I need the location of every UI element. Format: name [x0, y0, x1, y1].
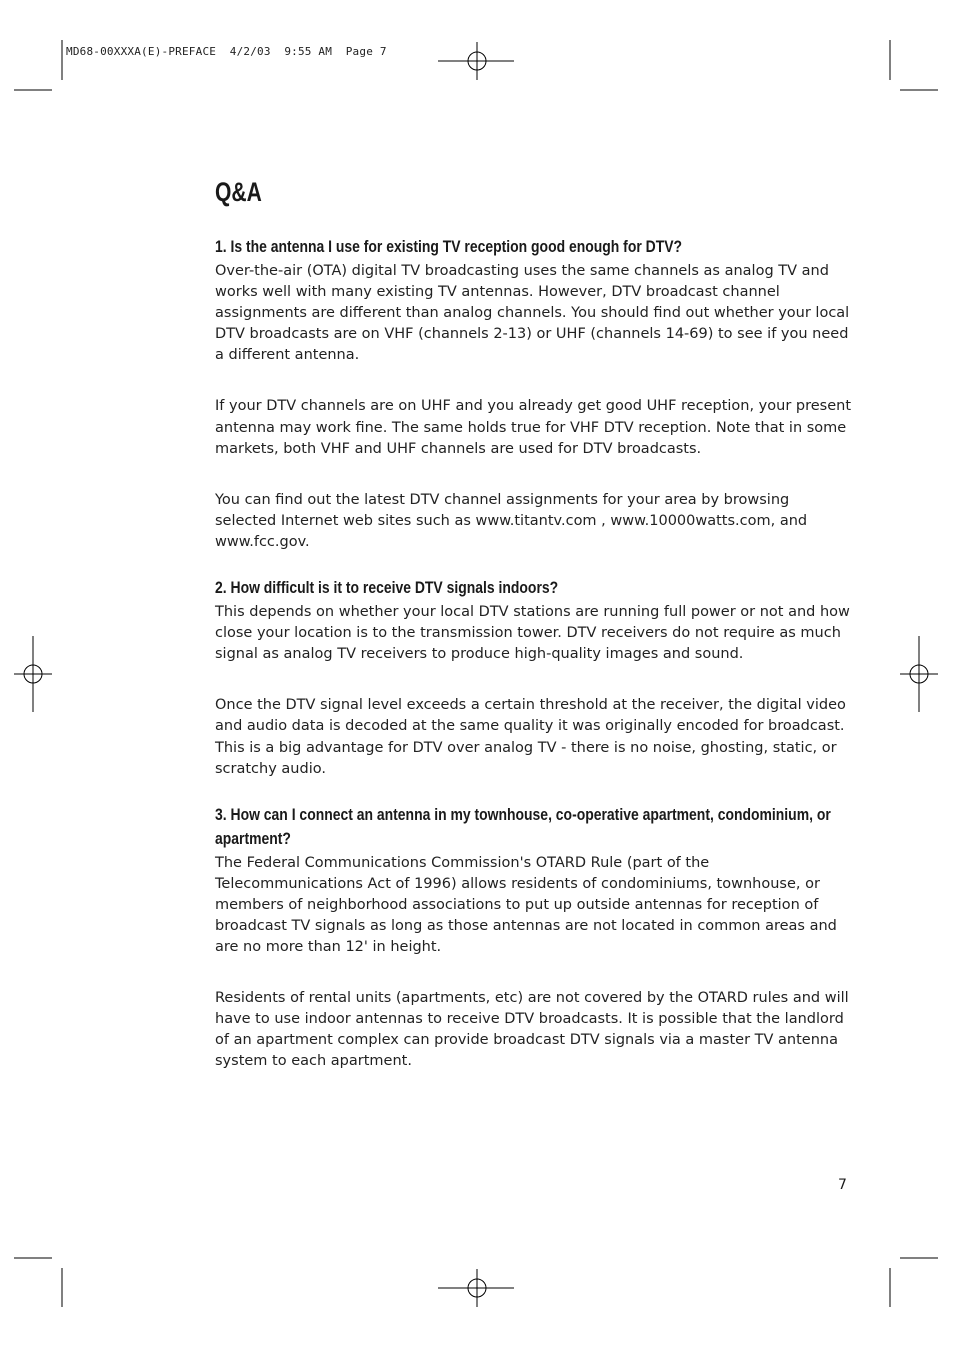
answer-paragraph: Over-the-air (OTA) digital TV broadcasting uses the same channels as analog TV and works well with many existing TV antennas. However, DTV broadcast channel assignments are different than analog channels. You should find out whether your local DTV broadcasts are on VHF (channels 2-13) or UHF (channels 14-69) to see if you need a different antenna.	[215, 263, 850, 364]
question-heading: 1. Is the antenna I use for existing TV reception good enough for DTV?	[215, 237, 683, 256]
qa-content	[215, 172, 855, 1073]
page-number: 7	[838, 1177, 847, 1193]
registration-mark-left	[14, 636, 52, 712]
page-title: Q&A	[215, 177, 262, 207]
question-heading: 2. How difficult is it to receive DTV signals indoors?	[215, 578, 559, 598]
registration-mark-top	[438, 42, 514, 80]
answer-paragraph: Once the DTV signal level exceeds a certain threshold at the receiver, the digital video and audio data is decoded at the same quality it was originally encoded for broadcast. This is a big advantage for DTV over analog TV - there is no noise, ghosting, static, or scratchy audio.	[215, 697, 846, 777]
registration-mark-bottom	[438, 1269, 514, 1307]
answer-paragraph: If your DTV channels are on UHF and you already get good UHF reception, your present antenna may work fine. The same holds true for VHF DTV reception. Note that in some markets, both VHF and UHF channels are used for DTV broadcasts.	[215, 398, 852, 457]
registration-mark-right	[900, 636, 938, 712]
qa-section-1	[215, 235, 855, 553]
answer-paragraph: Residents of rental units (apartments, etc) are not covered by the OTARD rules and will have to use indoor antennas to receive DTV broadcasts. It is possible that the landlord of an apartment complex can provide broadcast DTV signals via a master TV antenna system to each apartment.	[215, 990, 849, 1070]
answer-paragraph: This depends on whether your local DTV stations are running full power or not and how close your location is to the transmission tower. DTV receivers do not require as much signal as analog TV receivers to produce high-quality images and sound.	[215, 604, 850, 663]
qa-section-2	[215, 576, 855, 780]
question-heading: 3. How can I connect an antenna in my townhouse, co-operative apartment, condominium, or apartment?	[215, 804, 831, 848]
answer-paragraph: The Federal Communications Commission's OTARD Rule (part of the Telecommunications Act of 1996) allows residents of condominiums, townhouse, or members of neighborhood associations to put up outside antennas for reception of broadcast TV signals as long as those antennas are not located in common areas and are no more than 12' in height.	[215, 854, 837, 956]
print-slug: MD68-00XXXA(E)-PREFACE 4/2/03 9:55 AM Page 7	[66, 45, 387, 58]
answer-paragraph: You can find out the latest DTV channel assignments for your area by browsing selected Internet web sites such as www.titantv.com , www.10000watts.com, and www.fcc.gov.	[215, 491, 808, 550]
qa-section-3	[215, 803, 855, 1073]
